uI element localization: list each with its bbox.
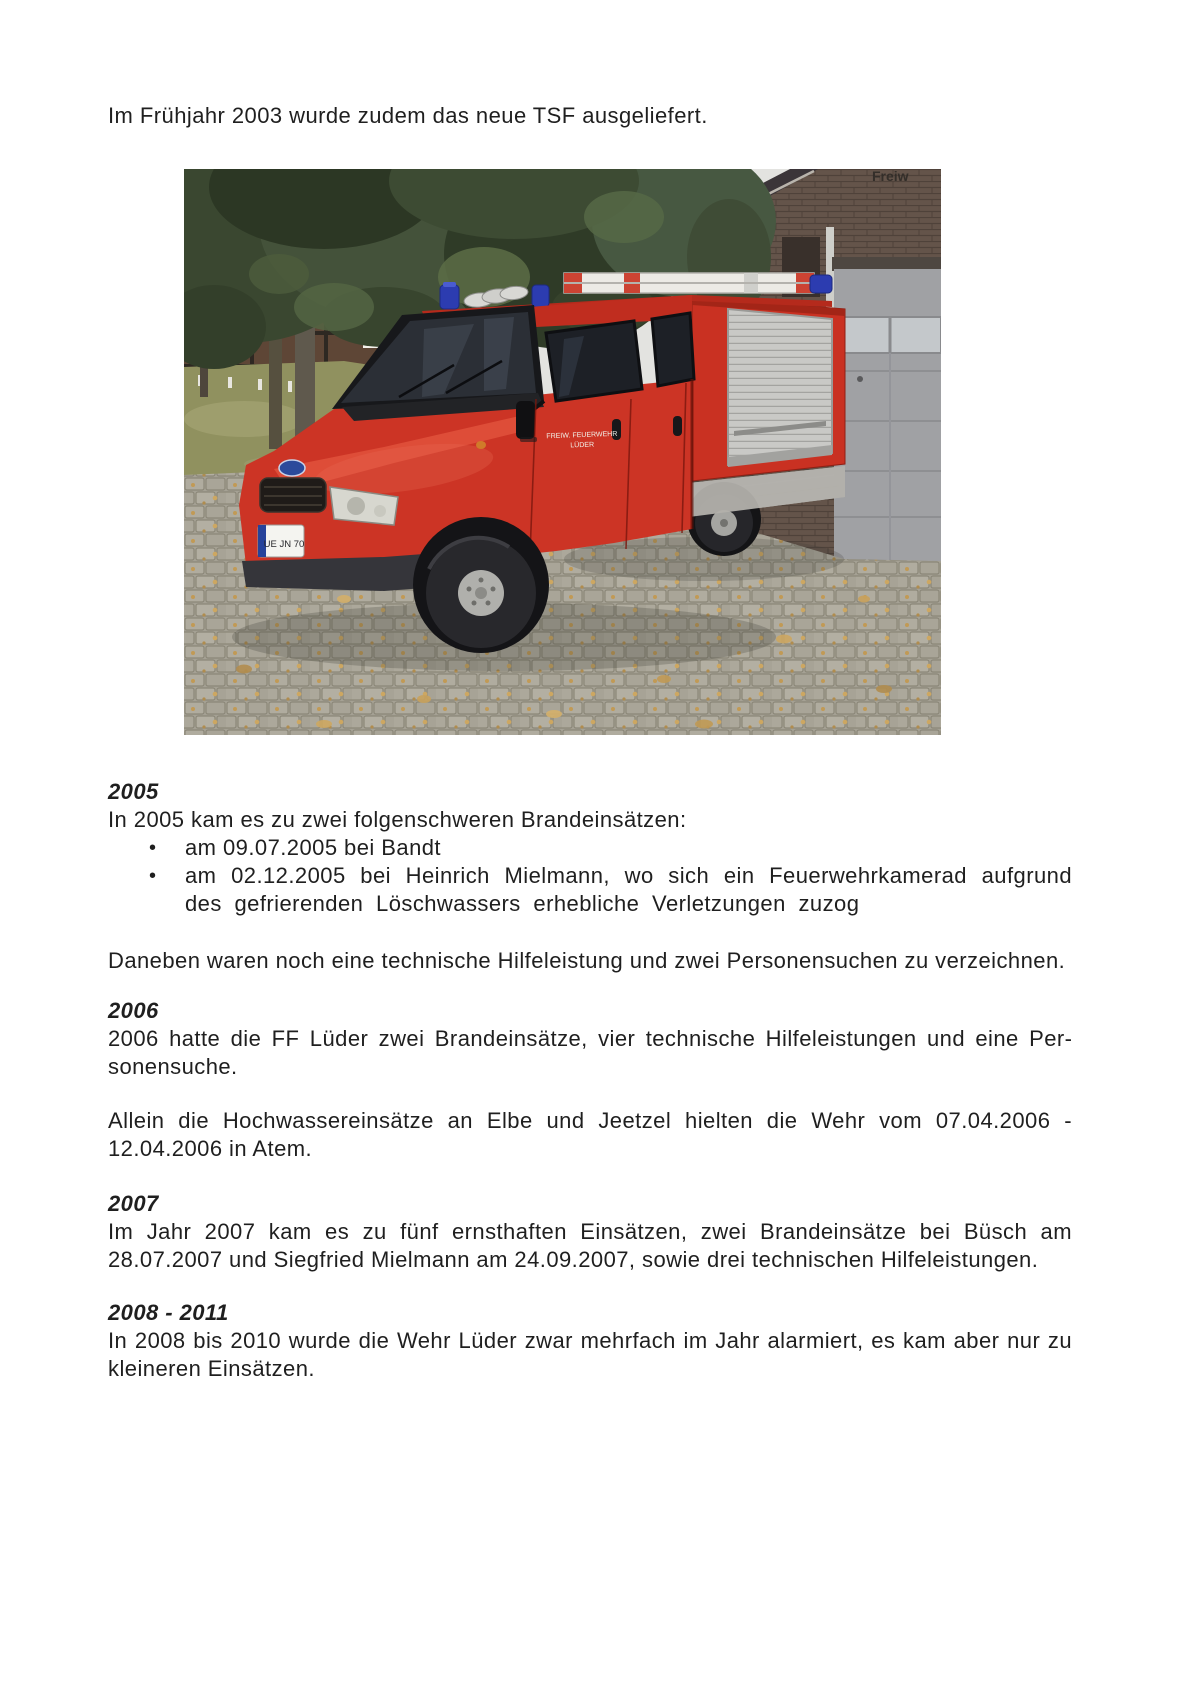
license-plate-text: UE JN 70	[263, 539, 305, 550]
ford-badge	[279, 460, 305, 476]
wooden-post	[200, 365, 208, 397]
section-2006-heading: 2006	[108, 998, 159, 1023]
ladder	[564, 273, 814, 293]
blue-beacon-mid	[532, 285, 549, 307]
bullet-item: • am 02.12.2005 bei Heinrich Mielmann, wo sich ein Feuerwehrkamerad aufgrund des gefrierenden Löschwassers erhebliche Verletzungen zuzog	[108, 862, 1072, 918]
section-2007-paragraph: Im Jahr 2007 kam es zu fünf ernsthaften Einsätzen, zwei Brandeinsätze bei Büsch am 28.07.2007 und Siegfried Mielmann am 24.09.2007, sowie drei technischen Hilfeleistungen.	[108, 1219, 1072, 1272]
section-2005-heading: 2005	[108, 779, 159, 804]
roller-shutter	[728, 309, 832, 465]
section-2005	[108, 778, 1072, 975]
front-wheel	[413, 517, 549, 653]
wall-sign-text: Freiw	[872, 169, 909, 184]
license-plate	[258, 525, 304, 557]
blue-beacon-left	[440, 282, 459, 309]
section-2006	[108, 997, 1072, 1163]
section-2007	[108, 1190, 1072, 1274]
door-handle-rear	[673, 416, 682, 436]
section-2005-paragraph: Daneben waren noch eine technische Hilfeleistung und zwei Personensuchen zu verzeichnen.	[108, 948, 1066, 973]
document-content	[108, 102, 1072, 1383]
section-2005-lead: In 2005 kam es zu zwei folgenschweren Brandeinsätzen:	[108, 807, 687, 832]
section-2008-2011	[108, 1299, 1072, 1383]
intro-paragraph: Im Frühjahr 2003 wurde zudem das neue TSF ausgeliefert.	[108, 103, 708, 128]
section-2008-2011-paragraph: In 2008 bis 2010 wurde die Wehr Lüder zwar mehrfach im Jahr alarmiert, es kam aber nur zu kleineren Einsätzen.	[108, 1328, 1072, 1381]
rear-door-window	[652, 313, 694, 386]
section-2006-paragraph-1: 2006 hatte die FF Lüder zwei Brandeinsätze, vier technische Hilfeleistungen und eine Personensuche.	[108, 1026, 1072, 1079]
model-badge	[520, 437, 537, 442]
fire-truck-photo	[184, 169, 941, 735]
bullet-item: • am 09.07.2005 bei Bandt	[108, 834, 1072, 862]
door-text-line2: LÜDER	[570, 441, 595, 450]
section-2006-paragraph-2: Allein die Hochwassereinsätze an Elbe und Jeetzel hielten die Wehr vom 07.04.2006 - 12.04.2006 in Atem.	[108, 1108, 1072, 1161]
garage-door	[834, 269, 941, 561]
section-2008-2011-heading: 2008 - 2011	[108, 1300, 229, 1325]
door-text-line1: FREIW. FEUERWEHR	[546, 430, 618, 441]
incident-list-2005	[108, 834, 1072, 918]
blue-beacon-rear	[810, 275, 832, 293]
garage-lintel	[832, 257, 941, 271]
section-2007-heading: 2007	[108, 1191, 159, 1216]
fire-truck-illustration	[184, 169, 941, 735]
side-indicator	[476, 441, 486, 449]
garage-door-handle	[857, 376, 863, 382]
